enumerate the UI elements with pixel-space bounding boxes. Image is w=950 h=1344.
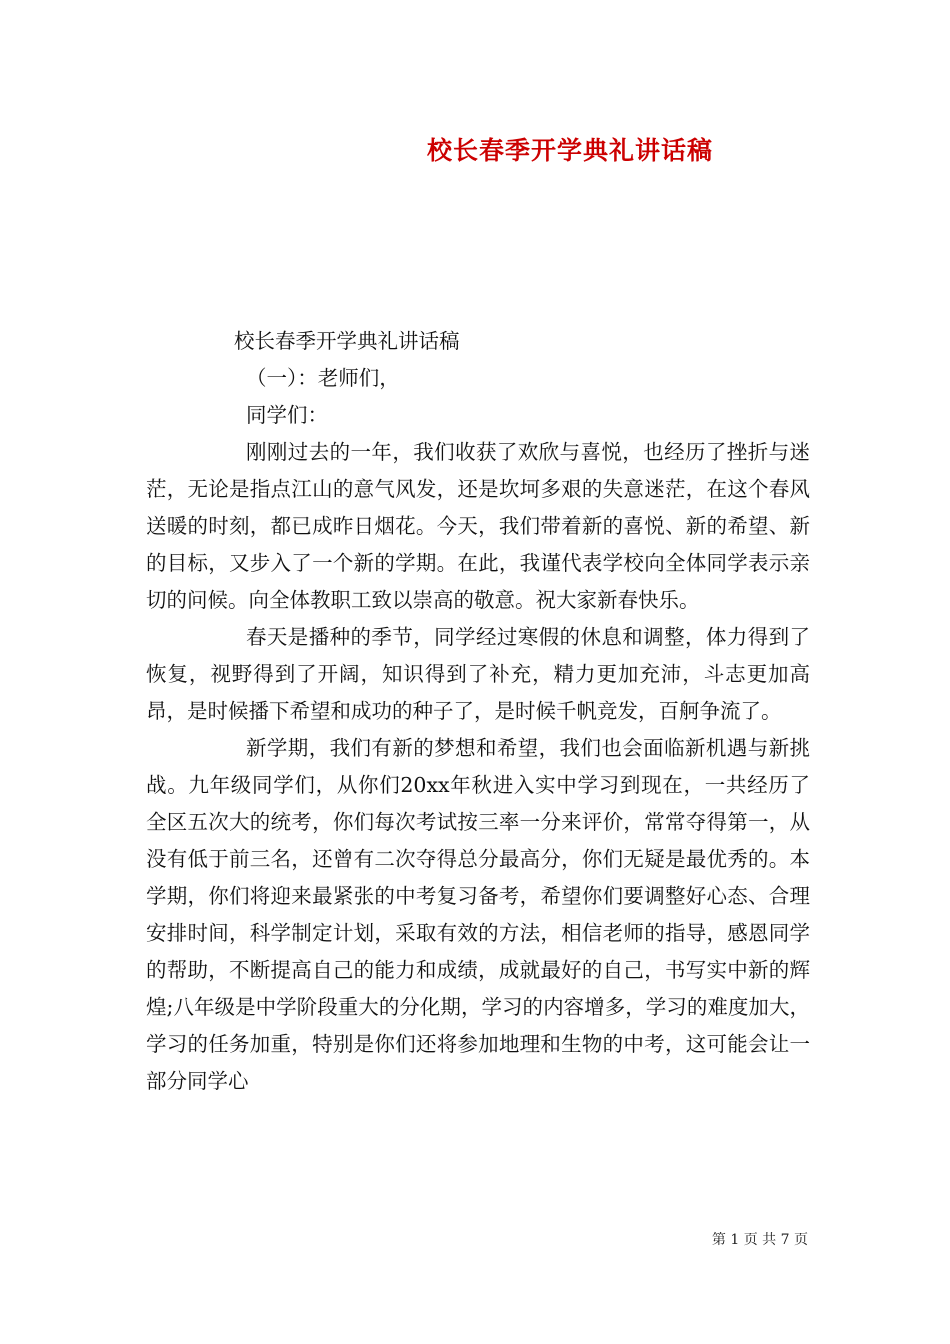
paragraph-1: 刚刚过去的一年，我们收获了欢欣与喜悦，也经历了挫折与迷茫，无论是指点江山的意气风发，还是坎坷多艰的失意迷茫，在这个春风送暖的时刻，都已成昨日烟花。今天，我们带着新的喜悦、新的希望、新的目标，又步入了一个新的学期。在此，我谨代表学校向全体同学表示亲切的问候。向全体教职工致以崇高的敬意。祝大家新春快乐。 <box>146 440 810 612</box>
document-body <box>146 323 810 1100</box>
speech-heading: 校长春季开学典礼讲话稿 <box>234 329 460 353</box>
salutation-students: 同学们： <box>246 403 328 427</box>
document-title: 校长春季开学典礼讲话稿 <box>426 136 713 165</box>
paragraph-2: 春天是播种的季节，同学经过寒假的休息和调整，体力得到了恢复，视野得到了开阔，知识得到了补充，精力更加充沛，斗志更加高昂，是时候播下希望和成功的种子了，是时候千帆竞发，百舸争流了。 <box>146 625 810 723</box>
page-number: 第 1 页 共 7 页 <box>711 1232 808 1248</box>
salutation-teachers: （一）：老师们， <box>246 366 400 390</box>
paragraph-3: 新学期，我们有新的梦想和希望，我们也会面临新机遇与新挑战。九年级同学们，从你们20xx年秋进入实中学习到现在，一共经历了全区五次大的统考，你们每次考试按三率一分来评价，常常夺得第一，从没有低于前三名，还曾有二次夺得总分最高分，你们无疑是最优秀的。本学期，你们将迎来最紧张的中考复习备考，希望你们要调整好心态、合理安排时间，科学制定计划，采取有效的方法，相信老师的指导，感恩同学的帮助，不断提高自己的能力和成绩，成就最好的自己，书写实中新的辉煌;八年级是中学阶段重大的分化期，学习的内容增多，学习的难度加大，学习的任务加重，特别是你们还将参加地理和生物的中考，这可能会让一部分同学心 <box>146 736 810 1093</box>
